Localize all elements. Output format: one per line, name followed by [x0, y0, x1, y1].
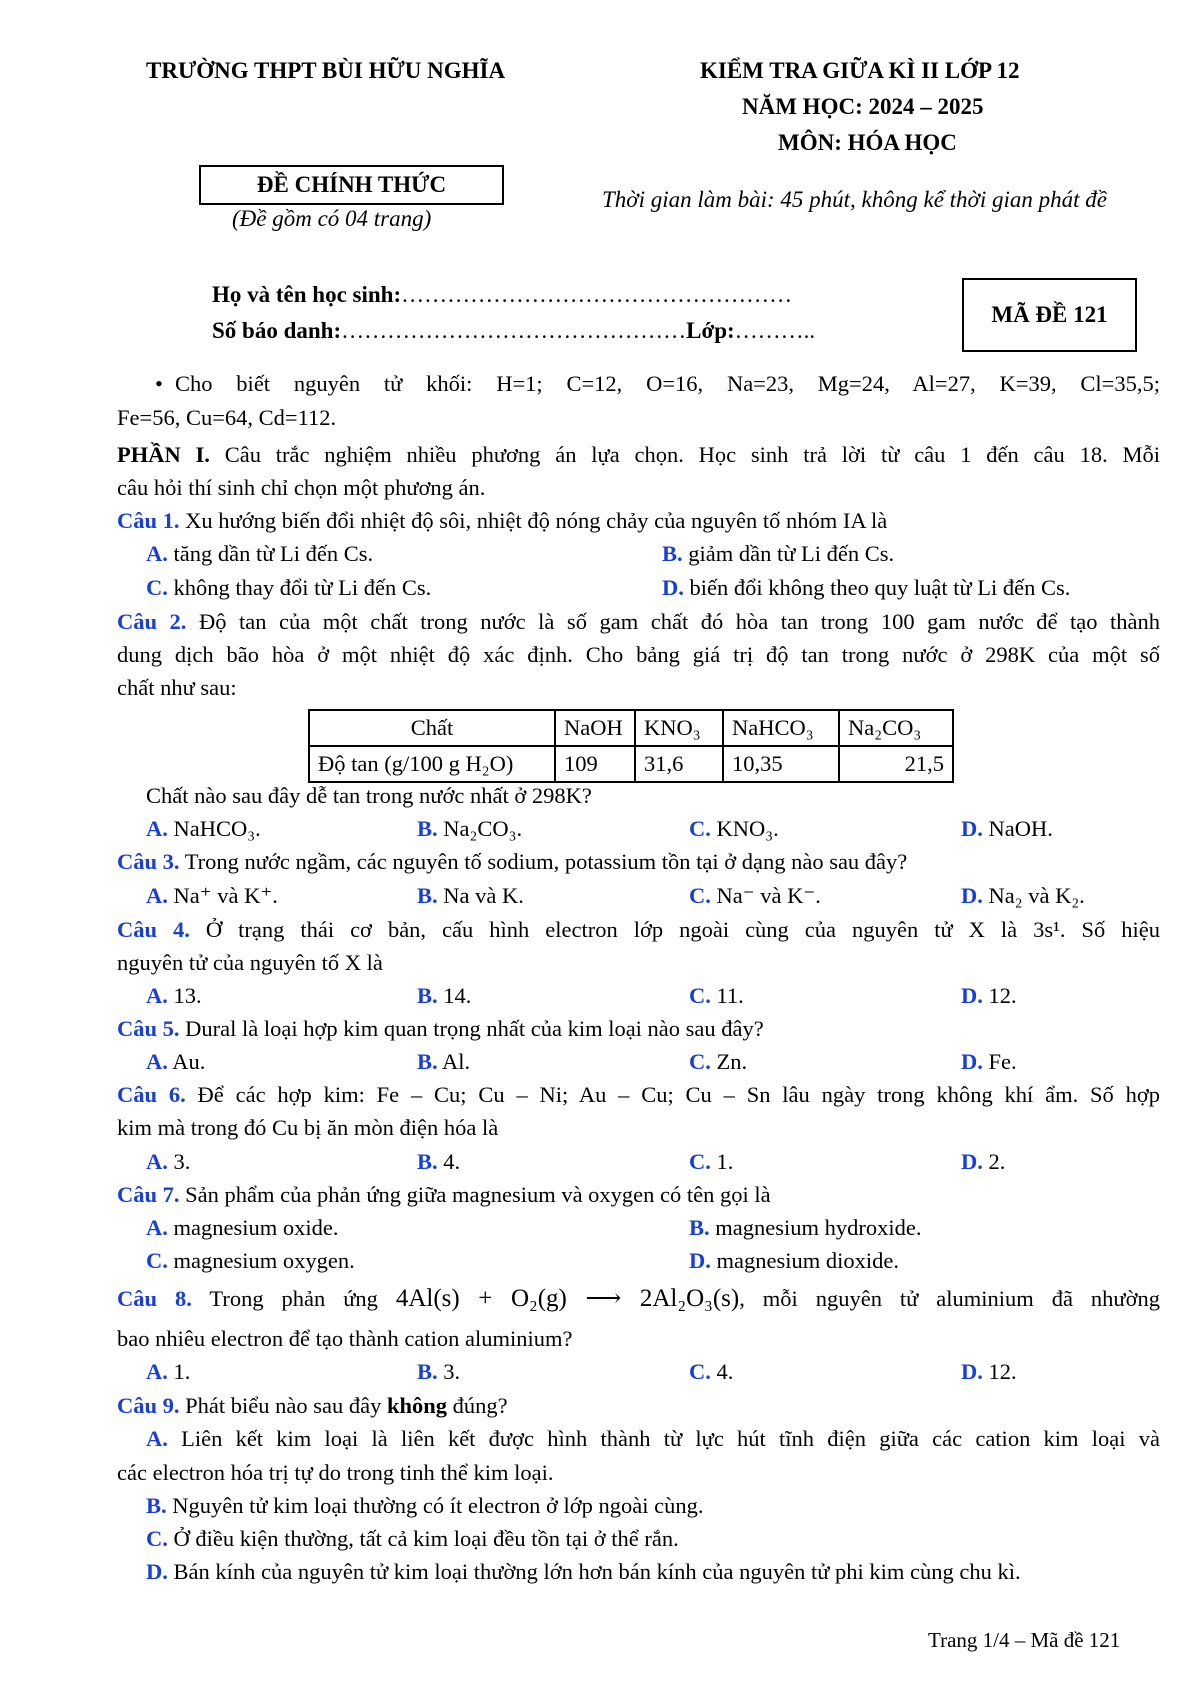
part1-line2: câu hỏi thí sinh chỉ chọn một phương án.	[117, 475, 486, 500]
q1-option-c: C. không thay đổi từ Li đến Cs.	[146, 575, 432, 600]
q8-option-b: B. 3.	[417, 1359, 461, 1384]
q7-option-a: A. magnesium oxide.	[146, 1215, 339, 1240]
question-2-line3: chất như sau:	[117, 675, 237, 700]
q5-option-c: C. Zn.	[689, 1049, 748, 1074]
atomic-masses-line1: • Cho biết nguyên tử khối: H=1; C=12, O=16, Na=23, Mg=24, Al=27, K=39, Cl=35,5;	[175, 367, 1160, 400]
page-footer: Trang 1/4 – Mã đề 121	[928, 1628, 1121, 1652]
time-note: Thời gian làm bài: 45 phút, không kể thời gian phát đề	[602, 187, 1107, 212]
student-id-blank: ………………………………………	[341, 318, 687, 343]
student-id-label: Số báo danh:	[212, 318, 342, 343]
q4-option-c: C. 11.	[689, 983, 744, 1008]
q1-option-d: D. biến đổi không theo quy luật từ Li đến Cs.	[662, 575, 1071, 600]
q6-option-b: B. 4.	[417, 1149, 461, 1174]
q2-option-d: D. NaOH.	[961, 816, 1053, 841]
q5-option-d: D. Fe.	[961, 1049, 1017, 1074]
q9-option-a-line1: A. Liên kết kim loại là liên kết được hình thành từ lực hút tĩnh điện giữa các cation kim loại và	[146, 1426, 1160, 1451]
question-8-line2: bao nhiêu electron để tạo thành cation aluminium?	[117, 1326, 573, 1351]
table-row	[309, 746, 953, 782]
question-7: Câu 7. Sản phẩm của phản ứng giữa magnesium và oxygen có tên gọi là	[117, 1182, 771, 1207]
reaction-equation: 4Al(s) + O₂(g) ⟶ 2Al₂O₃(s)	[395, 1285, 740, 1312]
official-badge: ĐỀ CHÍNH THỨC	[199, 165, 504, 205]
question-4-line2: nguyên tử của nguyên tố X là	[117, 950, 383, 975]
table-header-row	[309, 710, 953, 746]
subject: MÔN: HÓA HỌC	[778, 130, 957, 155]
q8-option-c: C. 4.	[689, 1359, 734, 1384]
class-label: Lớp:	[686, 318, 735, 343]
q8-option-d: D. 12.	[961, 1359, 1017, 1384]
question-6-line1: Câu 6. Để các hợp kim: Fe – Cu; Cu – Ni; Au – Cu; Cu – Sn lâu ngày trong không khí ẩm. Số hợp	[117, 1082, 1160, 1107]
student-name-line	[212, 282, 792, 308]
question-2-prompt: Chất nào sau đây dễ tan trong nước nhất ở 298K?	[146, 783, 592, 808]
q9-option-a-line2: các electron hóa trị tự do trong tinh thể kim loại.	[117, 1460, 554, 1485]
question-2-line2: dung dịch bão hòa ở một nhiệt độ xác định. Cho bảng giá trị độ tan trong nước ở 298K của một số	[117, 642, 1160, 667]
q9-option-d: D. Bán kính của nguyên tử kim loại thường lớn hơn bán kính của nguyên tử phi kim cùng chu kì.	[146, 1559, 1021, 1584]
q8-option-a: A. 1.	[146, 1359, 191, 1384]
pages-note: (Đề gồm có 04 trang)	[232, 206, 432, 231]
school-name: TRƯỜNG THPT BÙI HỮU NGHĨA	[146, 58, 506, 83]
student-name-blank: ……………………………………………	[401, 282, 793, 307]
table-cell: NaOH	[555, 710, 635, 746]
q4-option-b: B. 14.	[417, 983, 472, 1008]
q5-option-b: B. Al.	[417, 1049, 471, 1074]
table-cell: Chất	[309, 710, 555, 746]
q4-option-a: A. 13.	[146, 983, 202, 1008]
q9-option-b: B. Nguyên tử kim loại thường có ít electron ở lớp ngoài cùng.	[146, 1493, 704, 1518]
student-name-label: Họ và tên học sinh:	[212, 282, 402, 307]
q7-option-d: D. magnesium dioxide.	[689, 1248, 899, 1273]
q4-option-d: D. 12.	[961, 983, 1017, 1008]
question-9: Câu 9. Phát biểu nào sau đây không đúng?	[117, 1393, 508, 1418]
table-cell: 10,35	[723, 746, 839, 782]
q7-option-b: B. magnesium hydroxide.	[689, 1215, 922, 1240]
exam-code: MÃ ĐỀ 121	[962, 278, 1137, 352]
table-cell: NaHCO₃	[723, 710, 839, 746]
question-2-line1: Câu 2. Độ tan của một chất trong nước là số gam chất đó hòa tan trong 100 gam nước để tạo thành	[117, 609, 1160, 634]
class-blank: ………..	[734, 318, 816, 343]
q7-option-c: C. magnesium oxygen.	[146, 1248, 355, 1273]
atomic-masses-line2: Fe=56, Cu=64, Cd=112.	[117, 405, 337, 430]
q1-option-b: B. giảm dần từ Li đến Cs.	[662, 541, 895, 566]
question-6-line2: kim mà trong đó Cu bị ăn mòn điện hóa là	[117, 1115, 499, 1140]
school-year: NĂM HỌC: 2024 – 2025	[742, 94, 984, 119]
q2-option-c: C. KNO₃.	[689, 816, 779, 841]
question-3: Câu 3. Trong nước ngầm, các nguyên tố sodium, potassium tồn tại ở dạng nào sau đây?	[117, 849, 908, 874]
question-4-line1: Câu 4. Ở trạng thái cơ bản, cấu hình electron lớp ngoài cùng của nguyên tử X là 3s¹. Số hiệu	[117, 917, 1161, 942]
bullet-icon: •	[155, 371, 163, 396]
table-cell: Độ tan (g/100 g H₂O)	[309, 746, 555, 782]
q2-option-a: A. NaHCO₃.	[146, 816, 261, 841]
solubility-table	[308, 709, 954, 783]
table-cell: KNO₃	[635, 710, 723, 746]
q1-option-a: A. tăng dần từ Li đến Cs.	[146, 541, 374, 566]
q9-option-c: C. Ở điều kiện thường, tất cả kim loại đều tồn tại ở thể rắn.	[146, 1526, 679, 1551]
q6-option-c: C. 1.	[689, 1149, 734, 1174]
exam-title: KIỂM TRA GIỮA KÌ II LỚP 12	[700, 58, 1020, 83]
table-cell: 109	[555, 746, 635, 782]
q3-option-c: C. Na⁻ và K⁻.	[689, 883, 821, 908]
q6-option-a: A. 3.	[146, 1149, 191, 1174]
q3-option-d: D. Na₂ và K₂.	[961, 883, 1085, 908]
table-cell: Na₂CO₃	[839, 710, 953, 746]
student-id-line	[212, 318, 815, 344]
question-1: Câu 1. Xu hướng biến đổi nhiệt độ sôi, nhiệt độ nóng chảy của nguyên tố nhóm IA là	[117, 508, 888, 533]
part1-line1: PHẦN I. Câu trắc nghiệm nhiều phương án lựa chọn. Học sinh trả lời từ câu 1 đến câu 18. Mỗi	[117, 442, 1160, 467]
table-cell: 21,5	[839, 746, 953, 782]
question-8-line1: Câu 8. Trong phản ứng 4Al(s) + O₂(g) ⟶ 2Al₂O₃(s), mỗi nguyên tử aluminium đã nhường	[117, 1285, 1161, 1312]
q3-option-b: B. Na và K.	[417, 883, 524, 908]
table-cell: 31,6	[635, 746, 723, 782]
question-5: Câu 5. Dural là loại hợp kim quan trọng nhất của kim loại nào sau đây?	[117, 1016, 764, 1041]
q3-option-a: A. Na⁺ và K⁺.	[146, 883, 278, 908]
q6-option-d: D. 2.	[961, 1149, 1006, 1174]
q2-option-b: B. Na₂CO₃.	[417, 816, 523, 841]
q5-option-a: A. Au.	[146, 1049, 206, 1074]
